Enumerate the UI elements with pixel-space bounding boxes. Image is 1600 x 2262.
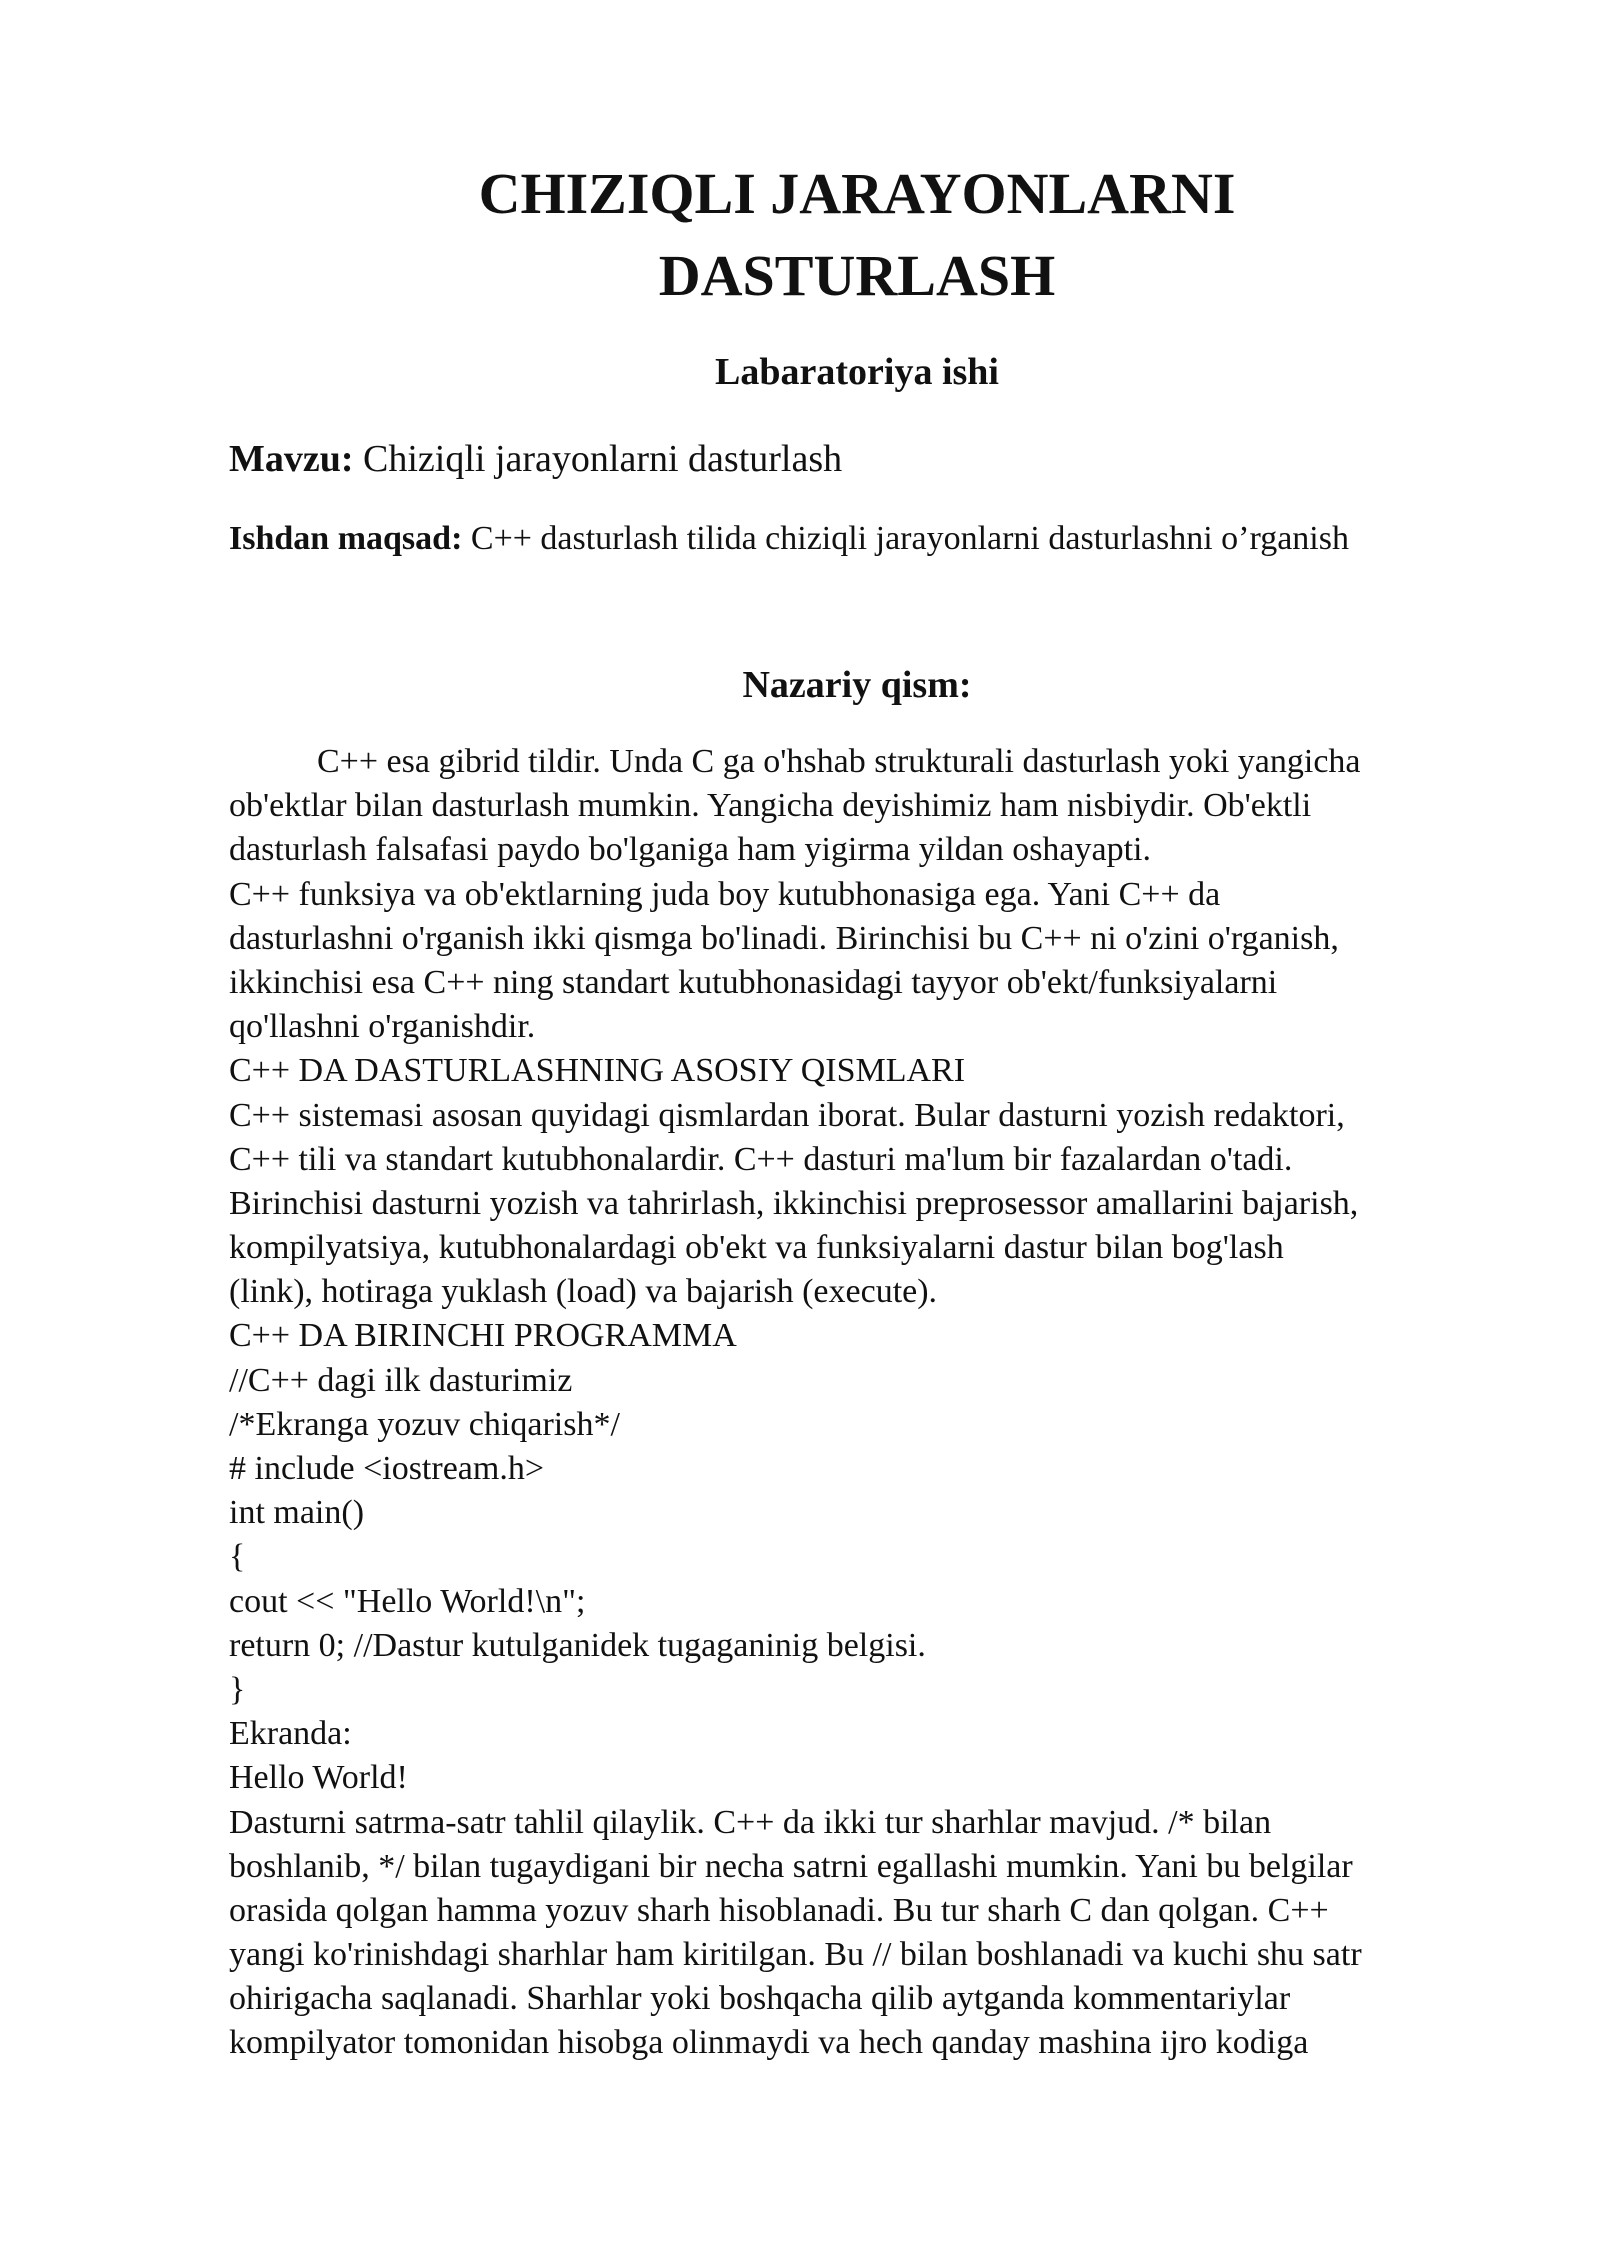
body-line: C++ sistemasi asosan quyidagi qismlardan iborat. Bular dasturni yozish redaktori,: [229, 1096, 1345, 1134]
body-line: {: [229, 1538, 246, 1576]
body-line: kompilyatsiya, kutubhonalardagi ob'ekt va funksiyalarni dastur bilan bog'lash: [229, 1229, 1284, 1267]
body-line: Ekranda:: [229, 1715, 352, 1753]
body-line: (link), hotiraga yuklash (load) va bajarish (execute).: [229, 1273, 938, 1311]
body-line: C++ funksiya va ob'ektlarning juda boy kutubhonasiga ega. Yani C++ da: [229, 875, 1221, 913]
body-line: dasturlash falsafasi paydo bo'lganiga ham yigirma yildan oshayapti.: [229, 831, 1152, 869]
body-line: qo'llashni o'rganishdir.: [229, 1008, 536, 1046]
body-line: yangi ko'rinishdagi sharhlar ham kiritilgan. Bu // bilan boshlanadi va kuchi shu satr: [229, 1936, 1362, 1974]
body-line: orasida qolgan hamma yozuv sharh hisoblanadi. Bu tur sharh C dan qolgan. C++: [229, 1891, 1329, 1929]
body-line: C++ tili va standart kutubhonalardir. C++ dasturi ma'lum bir fazalardan o'tadi.: [229, 1140, 1293, 1178]
body-line: C++ esa gibrid tildir. Unda C ga o'hshab strukturali dasturlash yoki yangicha: [317, 743, 1361, 780]
topic-value: Chiziqli jarayonlarni dasturlash: [363, 438, 843, 480]
section-heading: Nazariy qism:: [742, 664, 972, 706]
body-line: ob'ektlar bilan dasturlash mumkin. Yangicha deyishimiz ham nisbiydir. Ob'ektli: [229, 787, 1312, 825]
subtitle: Labaratoriya ishi: [715, 351, 999, 393]
body-line: C++ DA BIRINCHI PROGRAMMA: [229, 1317, 737, 1355]
body-line: //C++ dagi ilk dasturimiz: [229, 1361, 573, 1399]
title-line-2: DASTURLASH: [658, 243, 1056, 308]
body-line: return 0; //Dastur kutulganidek tugaganinig belgisi.: [229, 1626, 926, 1664]
topic-label: Mavzu:: [229, 438, 354, 480]
body-line: }: [229, 1670, 246, 1708]
body-line: kompilyator tomonidan hisobga olinmaydi va hech qanday mashina ijro kodiga: [229, 2024, 1309, 2062]
topic-line: [229, 437, 842, 481]
title-line-1: CHIZIQLI JARAYONLARNI: [478, 161, 1236, 226]
goal-value: C++ dasturlash tilida chiziqli jarayonlarni dasturlashni o’rganish: [470, 520, 1349, 557]
body-text: [229, 740, 1529, 2066]
body-line: /*Ekranga yozuv chiqarish*/: [229, 1405, 620, 1443]
body-line: Dasturni satrma-satr tahlil qilaylik. C++ da ikki tur sharhlar mavjud. /* bilan: [229, 1803, 1272, 1841]
body-line: ikkinchisi esa C++ ning standart kutubhonasidagi tayyor ob'ekt/funksiyalarni: [229, 963, 1278, 1001]
body-line: Birinchisi dasturni yozish va tahrirlash, ikkinchisi preprosessor amallarini bajarish,: [229, 1184, 1359, 1222]
goal-label: Ishdan maqsad:: [229, 520, 463, 557]
body-line: # include <iostream.h>: [229, 1450, 544, 1487]
body-line: ohirigacha saqlanadi. Sharhlar yoki boshqacha qilib aytganda kommentariylar: [229, 1980, 1291, 2018]
body-line: int main(): [229, 1494, 365, 1532]
body-line: Hello World!: [229, 1759, 408, 1797]
body-line: boshlanib, */ bilan tugaydigani bir necha satrni egallashi mumkin. Yani bu belgilar: [229, 1847, 1353, 1885]
body-line: dasturlashni o'rganish ikki qismga bo'linadi. Birinchisi bu C++ ni o'zini o'rganish,: [229, 919, 1339, 957]
goal-line: [229, 520, 1349, 558]
body-line: C++ DA DASTURLASHNING ASOSIY QISMLARI: [229, 1052, 966, 1090]
body-line: cout << "Hello World!\n";: [229, 1582, 586, 1620]
